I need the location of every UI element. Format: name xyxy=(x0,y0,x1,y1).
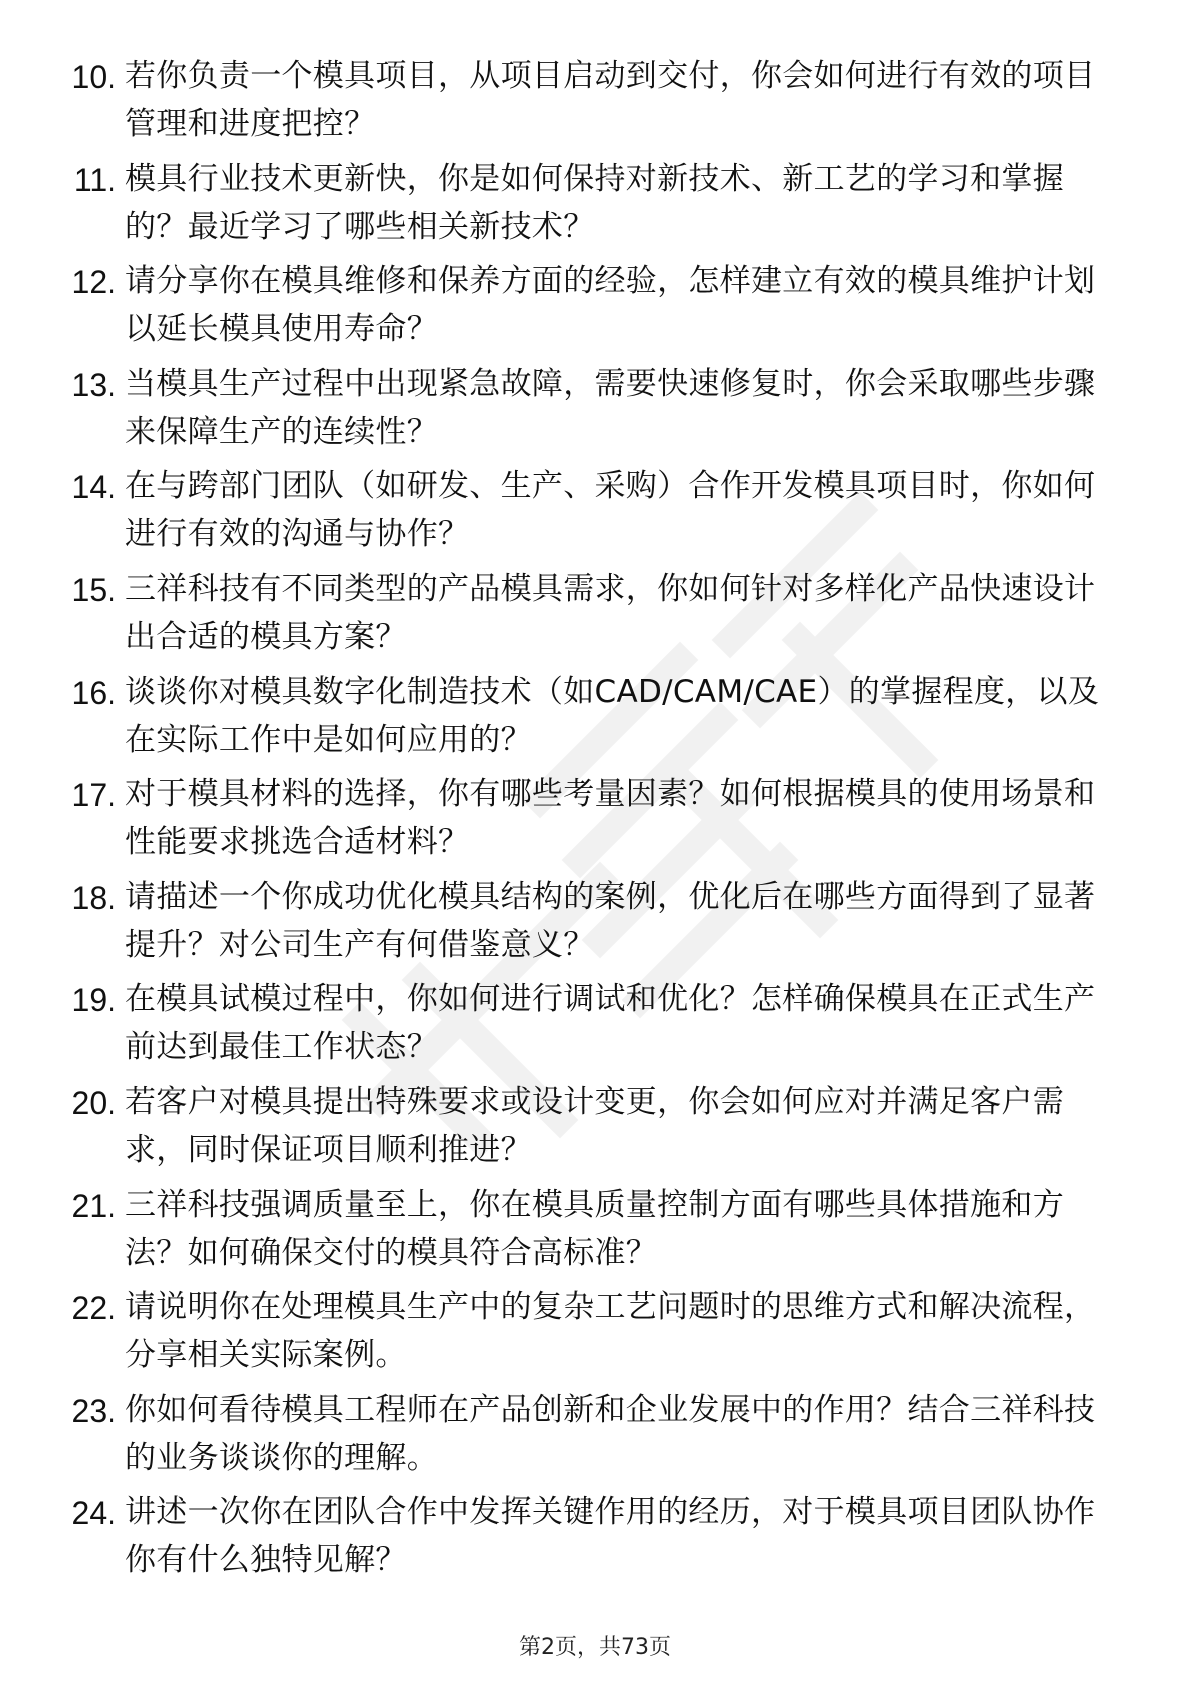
question-number: 22. xyxy=(71,1290,116,1327)
question-text: 请说明你在处理模具生产中的复杂工艺问题时的思维方式和解决流程，分享相关实际案例。 xyxy=(125,1289,1096,1374)
question-number: 12. xyxy=(71,264,116,301)
question-text: 三祥科技有不同类型的产品模具需求，你如何针对多样化产品快速设计出合适的模具方案？ xyxy=(125,570,1096,655)
list-item xyxy=(54,1181,1114,1284)
list-item xyxy=(54,1078,1114,1181)
question-text: 请分享你在模具维修和保养方面的经验，怎样建立有效的模具维护计划以延长模具使用寿命？ xyxy=(125,263,1096,348)
question-number: 19. xyxy=(71,982,116,1019)
list-item xyxy=(54,155,1114,258)
question-number: 20. xyxy=(71,1084,116,1121)
question-text: 对于模具材料的选择，你有哪些考量因素？如何根据模具的使用场景和性能要求挑选合适材料？ xyxy=(125,776,1096,861)
question-number: 13. xyxy=(71,366,116,403)
question-number: 23. xyxy=(71,1392,116,1429)
question-list xyxy=(54,52,1114,1591)
list-item xyxy=(54,668,1114,771)
question-text: 若你负责一个模具项目，从项目启动到交付，你会如何进行有效的项目管理和进度把控？ xyxy=(125,58,1096,142)
question-text: 谈谈你对模具数字化制造技术（如CAD/CAM/CAE）的掌握程度，以及在实际工作中是如何应用的？ xyxy=(125,673,1100,758)
list-item xyxy=(54,1488,1114,1591)
list-item xyxy=(54,975,1114,1078)
list-item xyxy=(54,770,1114,873)
question-text: 在模具试模过程中，你如何进行调试和优化？怎样确保模具在正式生产前达到最佳工作状态？ xyxy=(125,981,1096,1066)
question-number: 15. xyxy=(71,571,116,608)
question-number: 16. xyxy=(71,674,116,711)
question-number: 14. xyxy=(71,469,116,506)
list-item xyxy=(54,257,1114,360)
list-item xyxy=(54,873,1114,976)
question-number: 21. xyxy=(71,1187,116,1224)
question-number: 11. xyxy=(73,161,116,198)
question-text: 若客户对模具提出特殊要求或设计变更，你会如何应对并满足客户需求，同时保证项目顺利推进？ xyxy=(125,1083,1064,1168)
question-text: 三祥科技强调质量至上，你在模具质量控制方面有哪些具体措施和方法？如何确保交付的模具符合高标准？ xyxy=(125,1186,1064,1271)
question-text: 讲述一次你在团队合作中发挥关键作用的经历，对于模具项目团队协作你有什么独特见解？ xyxy=(125,1494,1096,1579)
list-item xyxy=(54,565,1114,668)
question-text: 请描述一个你成功优化模具结构的案例，优化后在哪些方面得到了显著提升？对公司生产有何借鉴意义？ xyxy=(125,878,1096,963)
list-item xyxy=(54,462,1114,565)
question-number: 18. xyxy=(71,879,116,916)
list-item xyxy=(54,1283,1114,1386)
question-text: 在与跨部门团队（如研发、生产、采购）合作开发模具项目时，你如何进行有效的沟通与协作？ xyxy=(125,468,1096,553)
question-number: 10. xyxy=(71,59,116,95)
page-number-footer: 第2页，共73页 xyxy=(519,1635,671,1660)
list-item xyxy=(54,1386,1114,1489)
list-item xyxy=(54,360,1114,463)
question-text: 当模具生产过程中出现紧急故障，需要快速修复时，你会采取哪些步骤来保障生产的连续性？ xyxy=(125,365,1096,450)
question-text: 模具行业技术更新快，你是如何保持对新技术、新工艺的学习和掌握的？最近学习了哪些相关新技术？ xyxy=(125,160,1064,245)
question-number: 24. xyxy=(71,1495,116,1532)
question-text: 你如何看待模具工程师在产品创新和企业发展中的作用？结合三祥科技的业务谈谈你的理解。 xyxy=(125,1391,1096,1476)
question-number: 17. xyxy=(71,777,116,814)
list-item xyxy=(54,52,1114,155)
